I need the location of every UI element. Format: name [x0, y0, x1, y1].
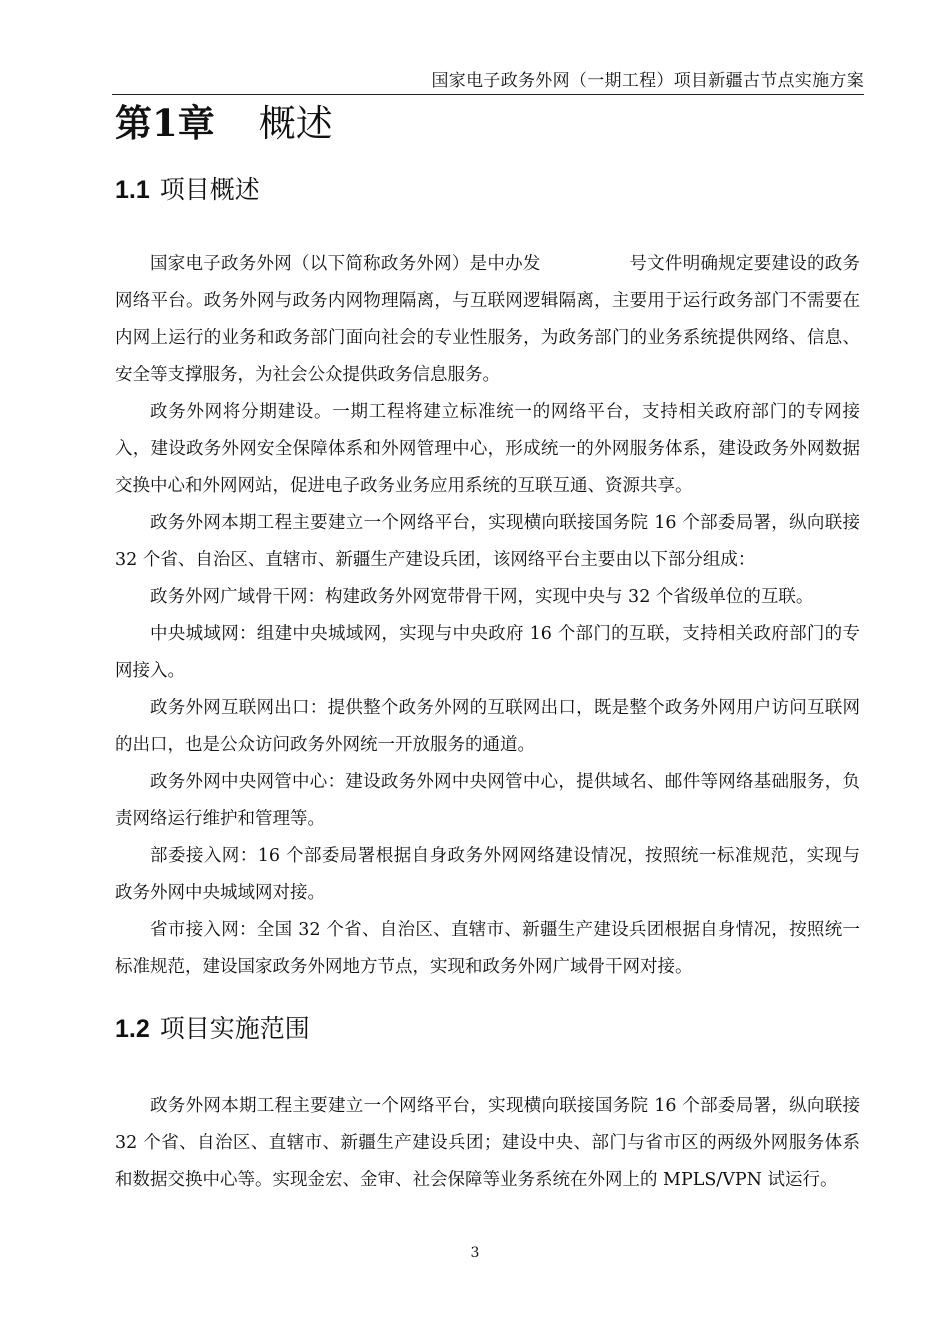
- running-header: 国家电子政务外网（一期工程）项目新疆古节点实施方案: [431, 71, 864, 91]
- section-heading-1-1: [115, 174, 260, 206]
- section-number: 1.2: [115, 1015, 150, 1043]
- paragraph: 政务外网本期工程主要建立一个网络平台，实现横向联接国务院 16 个部委局署，纵向联接 32 个省、自治区、直辖市、新疆生产建设兵团，该网络平台主要由以下部分组成：: [115, 513, 860, 570]
- page-number: 3: [470, 1245, 480, 1261]
- chapter-number: 第1章: [115, 101, 215, 145]
- section-number: 1.1: [115, 176, 150, 204]
- paragraph: 政务外网本期工程主要建立一个网络平台，实现横向联接国务院 16 个部委局署，纵向联接 32 个省、自治区、直辖市、新疆生产建设兵团；建设中央、部门与省市区的两级外网服务体系和数据交换中心等。实现金宏、金审、社会保障等业务系统在外网上的 MPLS/VPN 试运行。: [115, 1096, 860, 1190]
- section-title: 项目概述: [159, 175, 260, 204]
- section-heading-1-2: [115, 1013, 310, 1045]
- paragraph: 政务外网广域骨干网：构建政务外网宽带骨干网，实现中央与 32 个省级单位的互联。: [150, 587, 814, 607]
- chapter-name: 概述: [258, 102, 333, 145]
- section-title: 项目实施范围: [159, 1014, 310, 1043]
- paragraph: 中央城域网：组建中央城域网，实现与中央政府 16 个部门的互联，支持相关政府部门的专网接入。: [115, 624, 860, 681]
- section-1-2-body: [115, 1088, 860, 1199]
- section-1-1-body: [115, 246, 860, 986]
- paragraph: 政务外网中央网管中心：建设政务外网中央网管中心，提供域名、邮件等网络基础服务，负责网络运行维护和管理等。: [115, 772, 860, 829]
- chapter-title: [115, 100, 333, 147]
- paragraph: 部委接入网：16 个部委局署根据自身政务外网网络建设情况，按照统一标准规范，实现与政务外网中央城域网对接。: [115, 846, 860, 903]
- paragraph: 国家电子政务外网（以下简称政务外网）是中办发 号文件明确规定要建设的政务网络平台。政务外网与政务内网物理隔离，与互联网逻辑隔离，主要用于运行政务部门不需要在内网上运行的业务和政务部门面向社会的专业性服务，为政务部门的业务系统提供网络、信息、安全等支撑服务，为社会公众提供政务信息服务。: [115, 254, 860, 385]
- paragraph: 政务外网将分期建设。一期工程将建立标准统一的网络平台，支持相关政府部门的专网接入，建设政务外网安全保障体系和外网管理中心，形成统一的外网服务体系，建设政务外网数据交换中心和外网网站，促进电子政务业务应用系统的互联互通、资源共享。: [115, 402, 860, 496]
- header-rule: [112, 94, 864, 95]
- paragraph: 省市接入网：全国 32 个省、自治区、直辖市、新疆生产建设兵团根据自身情况，按照统一标准规范，建设国家政务外网地方节点，实现和政务外网广域骨干网对接。: [115, 920, 860, 977]
- paragraph: 政务外网互联网出口：提供整个政务外网的互联网出口，既是整个政务外网用户访问互联网的出口，也是公众访问政务外网统一开放服务的通道。: [115, 698, 860, 755]
